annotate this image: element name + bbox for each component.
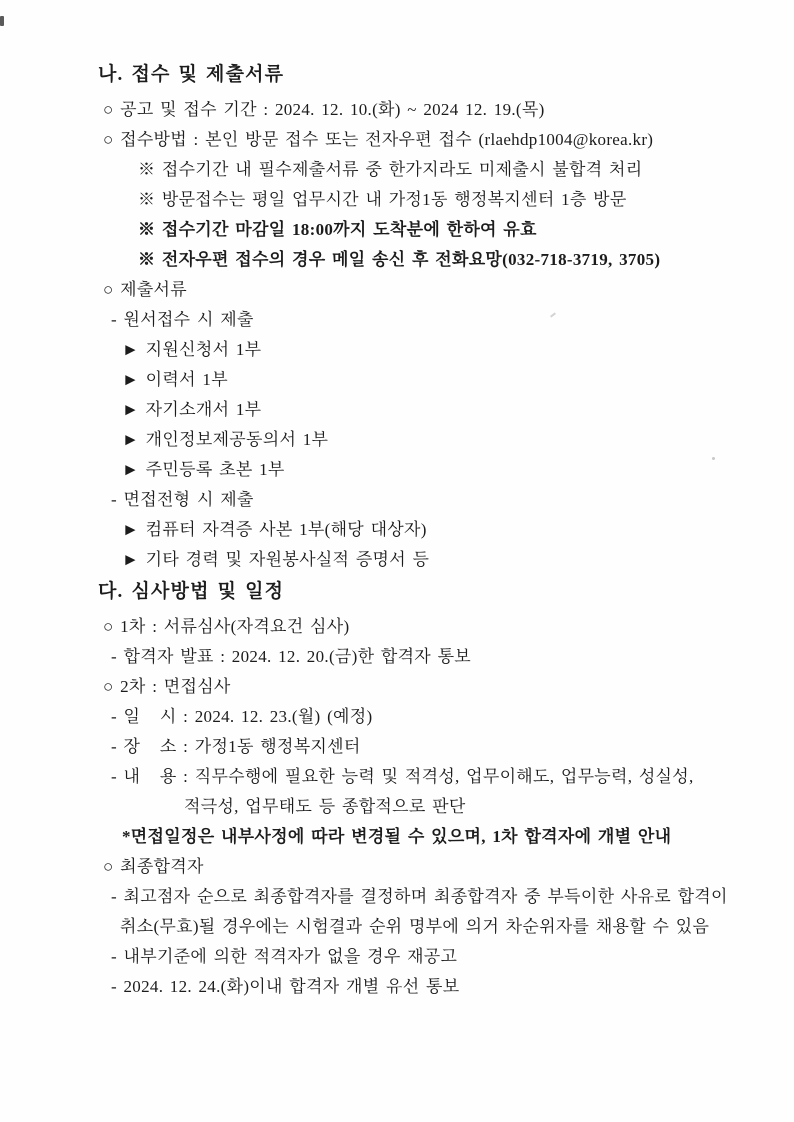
- line-at-application: - 원서접수 시 제출: [111, 310, 254, 329]
- doc-item-other-certs: ► 기타 경력 및 자원봉사실적 증명서 등: [122, 550, 430, 569]
- doc-item-privacy-consent: ► 개인정보제공동의서 1부: [122, 430, 329, 449]
- line-at-interview: - 면접전형 시 제출: [111, 490, 254, 509]
- section-b-heading: 나. 접수 및 제출서류: [98, 64, 285, 85]
- line-interview-place: - 장 소 : 가정1동 행정복지센터: [111, 737, 361, 756]
- line-final-notice: - 2024. 12. 24.(화)이내 합격자 개별 유선 통보: [111, 977, 460, 996]
- doc-item-application-form: ► 지원신청서 1부: [122, 340, 262, 359]
- line-final-pass-rule: - 최고점자 순으로 최종합격자를 결정하며 최종합격자 중 부득이한 사유로 합격이: [111, 887, 728, 906]
- line-round2: ○ 2차 : 면접심사: [103, 677, 231, 696]
- line-interview-content: - 내 용 : 직무수행에 필요한 능력 및 적격성, 업무이해도, 업무능력, 성실성,: [111, 767, 694, 786]
- line-final-pass-rule-cont: 취소(무효)될 경우에는 시험결과 순위 명부에 의거 차순위자를 채용할 수 있음: [120, 917, 710, 936]
- document-body: [98, 58, 774, 1002]
- line-round1-result: - 합격자 발표 : 2024. 12. 20.(금)한 합격자 통보: [111, 647, 472, 666]
- doc-item-resume: ► 이력서 1부: [122, 370, 228, 389]
- line-round1: ○ 1차 : 서류심사(자격요건 심사): [103, 617, 350, 636]
- note-email-call: ※ 전자우편 접수의 경우 메일 송신 후 전화요망(032-718-3719, 3705): [138, 250, 661, 269]
- line-final-pass: ○ 최종합격자: [103, 857, 204, 876]
- note-required-docs: ※ 접수기간 내 필수제출서류 중 한가지라도 미제출시 불합격 처리: [138, 160, 643, 179]
- doc-item-resident-register: ► 주민등록 초본 1부: [122, 460, 285, 479]
- note-visit-hours: ※ 방문접수는 평일 업무시간 내 가정1동 행정복지센터 1층 방문: [138, 190, 627, 209]
- scan-artifact: [0, 16, 4, 26]
- note-deadline-time: ※ 접수기간 마감일 18:00까지 도착분에 한하여 유효: [138, 220, 537, 239]
- line-notice-period: ○ 공고 및 접수 기간 : 2024. 12. 10.(화) ~ 2024 12. 19.(목): [103, 100, 545, 119]
- doc-item-computer-cert: ► 컴퓨터 자격증 사본 1부(해당 대상자): [122, 520, 427, 539]
- line-interview-content-cont: 적극성, 업무태도 등 종합적으로 판단: [184, 797, 466, 816]
- section-c-heading: 다. 심사방법 및 일정: [98, 581, 285, 602]
- doc-item-self-intro: ► 자기소개서 1부: [122, 400, 262, 419]
- note-interview-schedule: *면접일정은 내부사정에 따라 변경될 수 있으며, 1차 합격자에 개별 안내: [122, 827, 672, 846]
- line-apply-method: ○ 접수방법 : 본인 방문 접수 또는 전자우편 접수 (rlaehdp1004@korea.kr): [103, 130, 654, 149]
- line-no-qualified: - 내부기준에 의한 적격자가 없을 경우 재공고: [111, 947, 458, 966]
- line-submission-docs: ○ 제출서류: [103, 280, 188, 299]
- line-interview-date: - 일 시 : 2024. 12. 23.(월) (예정): [111, 707, 373, 726]
